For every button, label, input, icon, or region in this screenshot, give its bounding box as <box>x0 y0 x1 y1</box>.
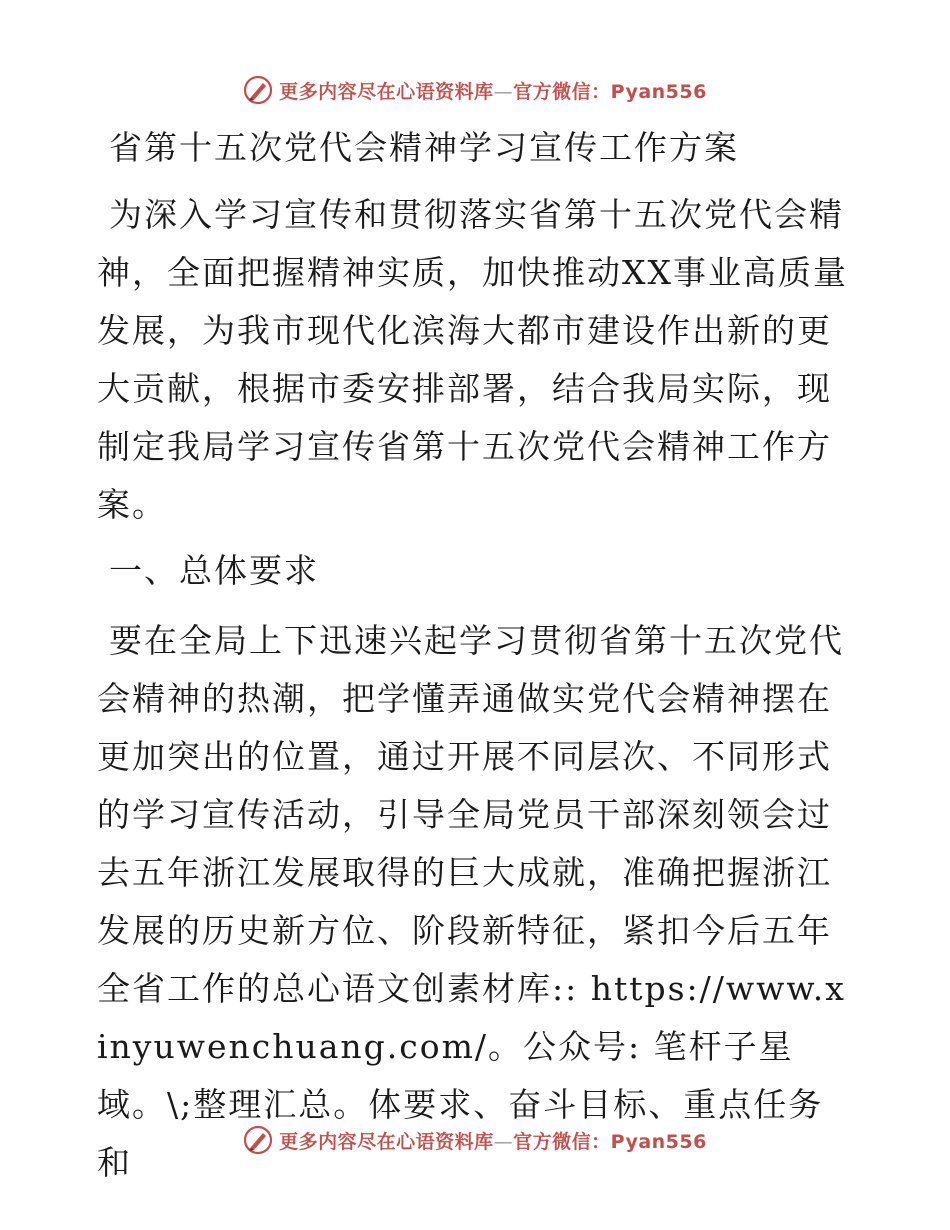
header-banner-contact-id: Pyan556 <box>610 80 707 103</box>
footer-banner-separator: — <box>493 1130 514 1153</box>
document-body <box>97 122 853 1192</box>
header-banner <box>0 70 950 110</box>
header-banner-contact-label: 官方微信： <box>513 80 611 103</box>
header-banner-text <box>279 77 707 104</box>
document-title: 省第十五次党代会精神学习宣传工作方案 <box>109 128 739 167</box>
footer-banner-text <box>279 1127 707 1154</box>
header-banner-separator: — <box>493 80 514 103</box>
footer-banner-slogan: 更多内容尽在心语资料库 <box>279 1130 494 1153</box>
pen-logo-icon <box>243 75 273 105</box>
header-banner-slogan: 更多内容尽在心语资料库 <box>279 80 494 103</box>
footer-banner-contact-label: 官方微信： <box>513 1130 611 1153</box>
section-heading-1: 一、总体要求 <box>109 551 319 590</box>
pen-logo-icon <box>243 1125 273 1155</box>
intro-paragraph <box>97 186 853 534</box>
intro-paragraph-text: 为深入学习宣传和贯彻落实省第十五次党代会精神，全面把握精神实质，加快推动XX事业高质量发展，为我市现代化滨海大都市建设作出新的更大贡献，根据市委安排部署，结合我局实际，现制定我局学习宣传省第十五次党代会精神工作方案。 <box>97 195 848 524</box>
footer-banner <box>0 1120 950 1160</box>
section-1-paragraph <box>97 612 853 1192</box>
section-1-paragraph-text: 要在全局上下迅速兴起学习贯彻省第十五次党代会精神的热潮，把学懂弄通做实党代会精神摆在更加突出的位置，通过开展不同层次、不同形式的学习宣传活动，引导全局党员干部深刻领会过去五年浙江发展取得的巨大成就，准确把握浙江发展的历史新方位、阶段新特征，紧扣今后五年全省工作的总心语文创素材库:: https://www.xinyuwenchuang.com/。公众号: 笔杆子星域。\;整理汇总。体要求、奋斗目标、重点任务和 <box>97 621 846 1182</box>
footer-banner-contact-id: Pyan556 <box>610 1130 707 1153</box>
